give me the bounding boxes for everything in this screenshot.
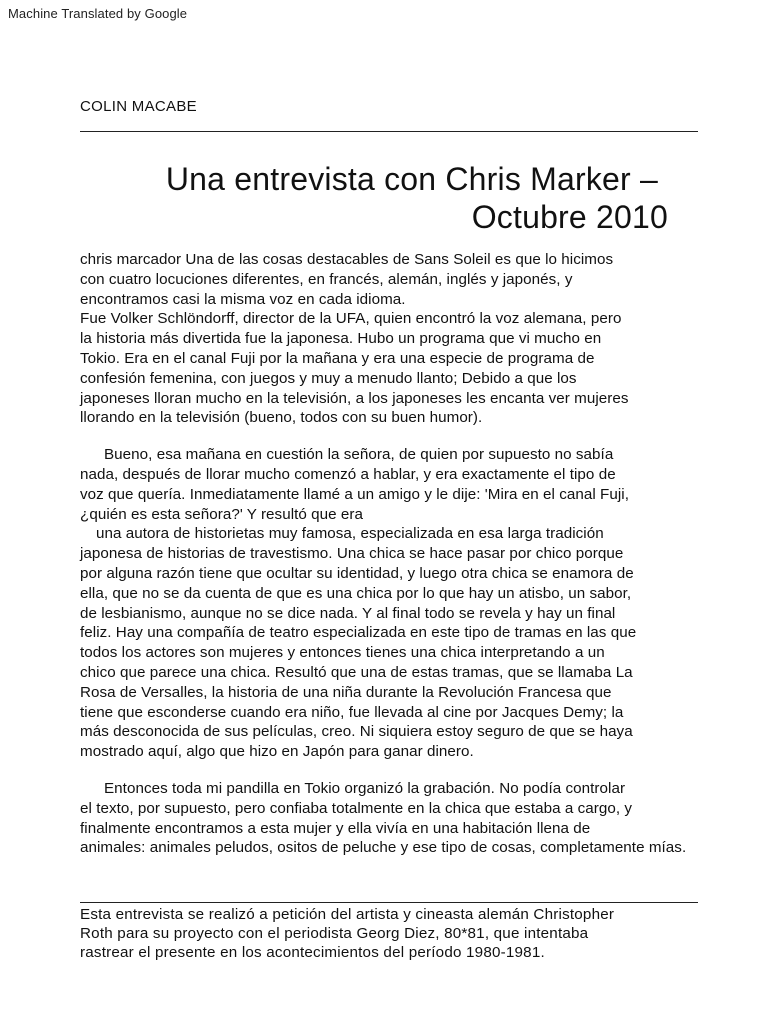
text-line: todos los actores son mujeres y entonces tienes una chica interpretando a un [80,644,605,662]
text-line: nada, después de llorar mucho comenzó a hablar, y era exactamente el tipo de [80,465,616,483]
article-body [80,250,760,858]
text-line: ella, que no se da cuenta de que es una chica por lo que hay un atisbo, un sabor, [80,584,632,602]
footnote [80,905,740,962]
text-line: Rosa de Versalles, la historia de una niña durante la Revolución Francesa que [80,683,612,701]
text-line: Bueno, esa mañana en cuestión la señora, de quien por supuesto no sabía [104,446,614,464]
text-line: una autora de historietas muy famosa, especializada en esa larga tradición [96,525,604,543]
text-line: Tokio. Era en el canal Fuji por la mañana y era una especie de programa de [80,349,595,367]
header-divider [80,131,698,132]
text-line: japoneses lloran mucho en la televisión, a los japoneses les encanta ver mujeres [80,389,629,407]
text-line: de lesbianismo, aunque no se dice nada. Y al final todo se revela y hay un final [80,604,616,622]
text-line: mostrado aquí, algo que hizo en Japón para ganar dinero. [80,743,474,761]
text-line: el texto, por supuesto, pero confiaba totalmente en la chica que estaba a cargo, y [80,799,633,817]
machine-translation-watermark: Machine Translated by Google [8,6,188,21]
text-line: tiene que esconderse cuando era niño, fue llevada al cine por Jacques Demy; la [80,703,624,721]
text-line: finalmente encontramos a esta mujer y ella vivía en una habitación llena de [80,819,591,837]
text-line: chico que parece una chica. Resultó que una de estas tramas, que se llamaba La [80,663,633,681]
paragraph-2 [80,445,760,762]
text-line: más desconocida de sus películas, creo. Ni siquiera estoy seguro de que se haya [80,723,633,741]
text-line: ¿quién es esta señora?' Y resultó que era [80,505,364,523]
footnote-divider [80,902,698,903]
text-line: llorando en la televisión (bueno, todos con su buen humor). [80,409,483,427]
text-line: la historia más divertida fue la japonesa. Hubo un programa que vi mucho en [80,330,602,348]
page-title [80,160,668,236]
text-line: Entonces toda mi pandilla en Tokio organizó la grabación. No podía controlar [104,779,626,797]
paragraph-3 [80,779,760,858]
text-line: japonesa de historias de travestismo. Una chica se hace pasar por chico porque [80,545,624,563]
text-line: chris marcador Una de las cosas destacables de Sans Soleil es que lo hicimos [80,251,614,268]
title-line-2: Octubre 2010 [471,199,668,235]
text-line: feliz. Hay una compañía de teatro especializada en este tipo de tramas en las que [80,624,637,642]
text-line: animales: animales peludos, ositos de peluche y ese tipo de cosas, completamente mías. [80,839,687,857]
footnote-line: Roth para su proyecto con el periodista Georg Diez, 80*81, que intentaba [80,925,589,942]
title-line-1: Una entrevista con Chris Marker – [165,161,658,197]
text-line: Fue Volker Schlöndorff, director de la UFA, quien encontró la voz alemana, pero [80,310,622,328]
text-line: confesión femenina, con juegos y muy a menudo llanto; Debido a que los [80,369,577,387]
paragraph-1 [80,250,760,428]
footnote-line: rastrear el presente en los acontecimientos del período 1980-1981. [80,944,545,961]
text-line: por alguna razón tiene que ocultar su identidad, y luego otra chica se enamora de [80,564,634,582]
text-line: encontramos casi la misma voz en cada idioma. [80,290,406,308]
author-name: COLIN MACABE [80,98,197,115]
footnote-line: Esta entrevista se realizó a petición del artista y cineasta alemán Christopher [80,906,615,923]
text-line: voz que quería. Inmediatamente llamé a un amigo y le dije: 'Mira en el canal Fuji, [80,485,629,503]
text-line: con cuatro locuciones diferentes, en francés, alemán, inglés y japonés, y [80,270,573,288]
